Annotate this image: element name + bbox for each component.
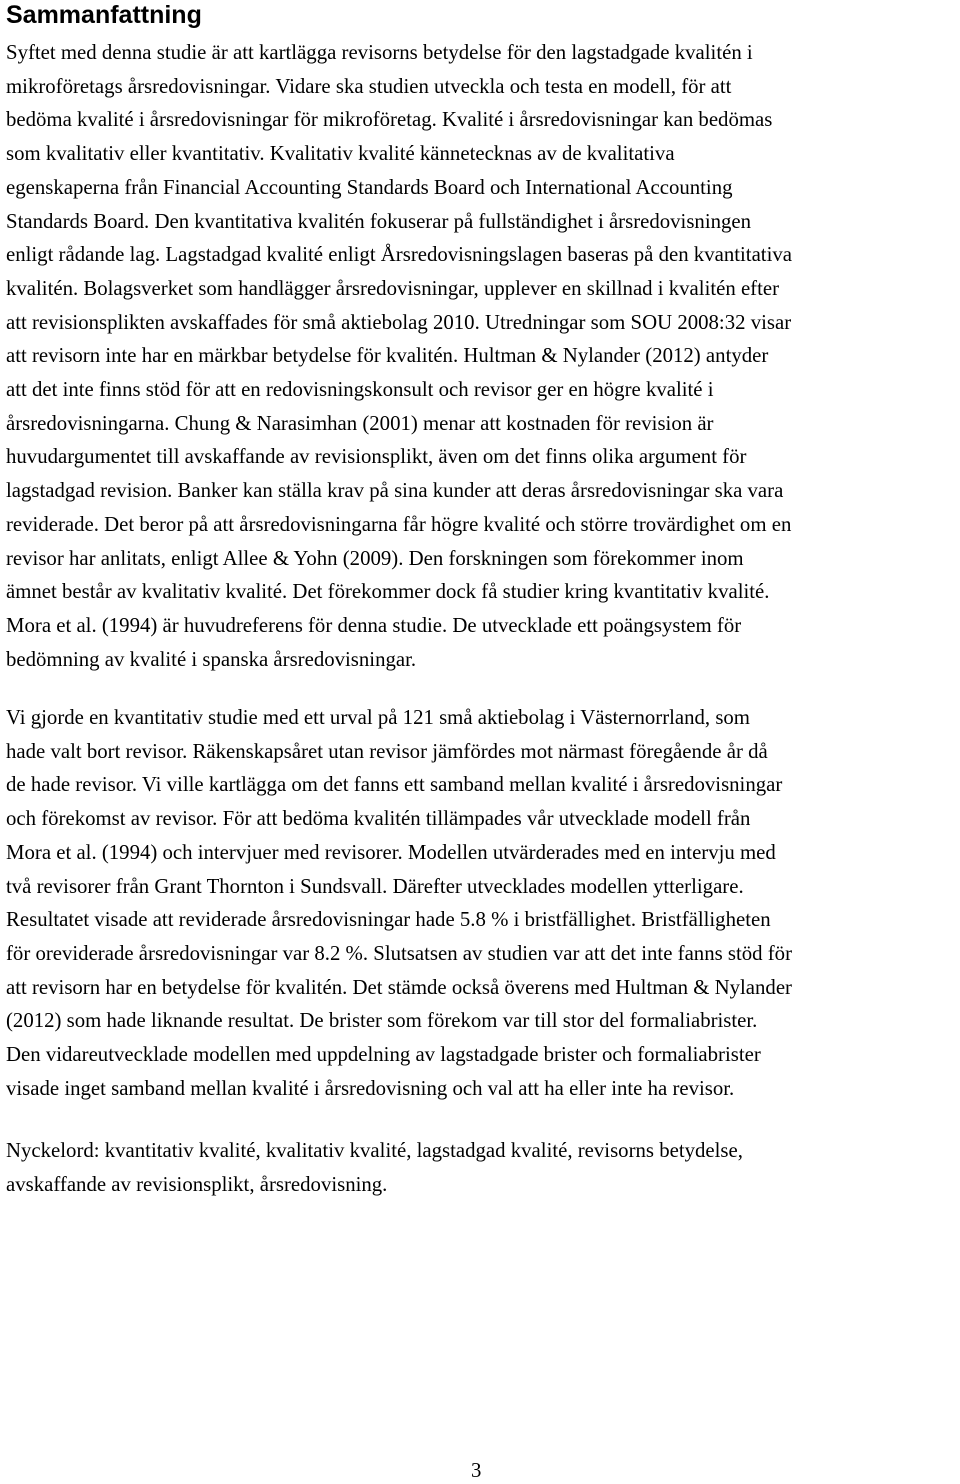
text-line: kvalitén. Bolagsverket som handlägger årsredovisningar, upplever en skillnad i kvalitén efter xyxy=(6,276,780,300)
text-line: Standards Board. Den kvantitativa kvalitén fokuserar på fullständighet i årsredovisningen xyxy=(6,209,752,233)
text-line: Vi gjorde en kvantitativ studie med ett urval på 121 små aktiebolag i Västernorrland, som xyxy=(6,706,750,729)
text-line: att revisorn inte har en märkbar betydelse för kvalitén. Hultman & Nylander (2012) antyder xyxy=(6,344,769,368)
text-line: de hade revisor. Vi ville kartlägga om det fanns ett samband mellan kvalité i årsredovisningar xyxy=(6,773,783,797)
text-line: bedöma kvalité i årsredovisningar för mikroföretag. Kvalité i årsredovisningar kan bedömas xyxy=(6,108,773,132)
text-line: mikroföretags årsredovisningar. Vidare ska studien utveckla och testa en modell, för att xyxy=(6,74,732,98)
text-line: och förekomst av revisor. För att bedöma kvalitén tillämpades vår utvecklade modell från xyxy=(6,807,751,831)
text-line: bedömning av kvalité i spanska årsredovisningar. xyxy=(6,647,417,671)
text-line: egenskaperna från Financial Accounting Standards Board och International Accounting xyxy=(6,175,733,199)
text-line: som kvalitativ eller kvantitativ. Kvalitativ kvalité kännetecknas av de kvalitativa xyxy=(6,142,675,166)
text-line: (2012) som hade liknande resultat. De brister som förekom var till stor del formaliabrister. xyxy=(6,1009,758,1033)
summary-paragraph-method-results xyxy=(6,701,956,1105)
text-line: Mora et al. (1994) är huvudreferens för denna studie. De utvecklade ett poängsystem för xyxy=(6,613,742,637)
text-line: huvudargumentet till avskaffande av revisionsplikt, även om det finns olika argument för xyxy=(6,445,747,469)
text-line: revisor har anlitats, enligt Allee & Yohn (2009). Den forskningen som förekommer inom xyxy=(6,546,744,570)
text-line: Resultatet visade att reviderade årsredovisningar hade 5.8 % i bristfällighet. Bristfälligheten xyxy=(6,908,771,932)
text-line: att det inte finns stöd för att en redovisningskonsult och revisor ger en högre kvalité i xyxy=(6,378,714,402)
text-line: avskaffande av revisionsplikt, årsredovisning. xyxy=(6,1172,388,1196)
text-line: för oreviderade årsredovisningar var 8.2 %. Slutsatsen av studien var att det inte fanns stöd för xyxy=(6,941,793,965)
text-line: reviderade. Det beror på att årsredovisningarna får högre kvalité och större trovärdighet om en xyxy=(6,512,792,536)
text-line: Den vidareutvecklade modellen med uppdelning av lagstadgade brister och formaliabrister xyxy=(6,1043,761,1067)
text-line: att revisionsplikten avskaffades för små aktiebolag 2010. Utredningar som SOU 2008:32 visar xyxy=(6,310,792,334)
text-line: enligt rådande lag. Lagstadgad kvalité enligt Årsredovisningslagen baseras på den kvantitativa xyxy=(6,243,792,267)
text-line: Nyckelord: kvantitativ kvalité, kvalitativ kvalité, lagstadgad kvalité, revisorns betydelse, xyxy=(6,1139,743,1162)
text-line: Syftet med denna studie är att kartlägga revisorns betydelse för den lagstadgade kvalitén i xyxy=(6,41,753,64)
text-line: visade inget samband mellan kvalité i årsredovisning och val att ha eller inte ha revisor. xyxy=(6,1076,735,1100)
page-title: Sammanfattning xyxy=(6,1,202,29)
page-number: 3 xyxy=(471,1459,482,1482)
text-line: att revisorn har en betydelse för kvalitén. Det stämde också överens med Hultman & Nylander xyxy=(6,975,792,999)
keywords-paragraph xyxy=(6,1134,956,1201)
summary-paragraph-purpose xyxy=(6,36,956,676)
text-line: ämnet består av kvalitativ kvalité. Det förekommer dock få studier kring kvantitativ kvalité. xyxy=(6,580,770,604)
text-line: Mora et al. (1994) och intervjuer med revisorer. Modellen utvärderades med en intervju med xyxy=(6,840,776,864)
text-line: två revisorer från Grant Thornton i Sundsvall. Därefter utvecklades modellen ytterligare. xyxy=(6,874,744,898)
text-line: hade valt bort revisor. Räkenskapsåret utan revisor jämfördes mot närmast föregående år då xyxy=(6,739,768,763)
text-line: lagstadgad revision. Banker kan ställa krav på sina kunder att deras årsredovisningar ska vara xyxy=(6,479,784,503)
text-line: årsredovisningarna. Chung & Narasimhan (2001) menar att kostnaden för revision är xyxy=(6,411,714,435)
